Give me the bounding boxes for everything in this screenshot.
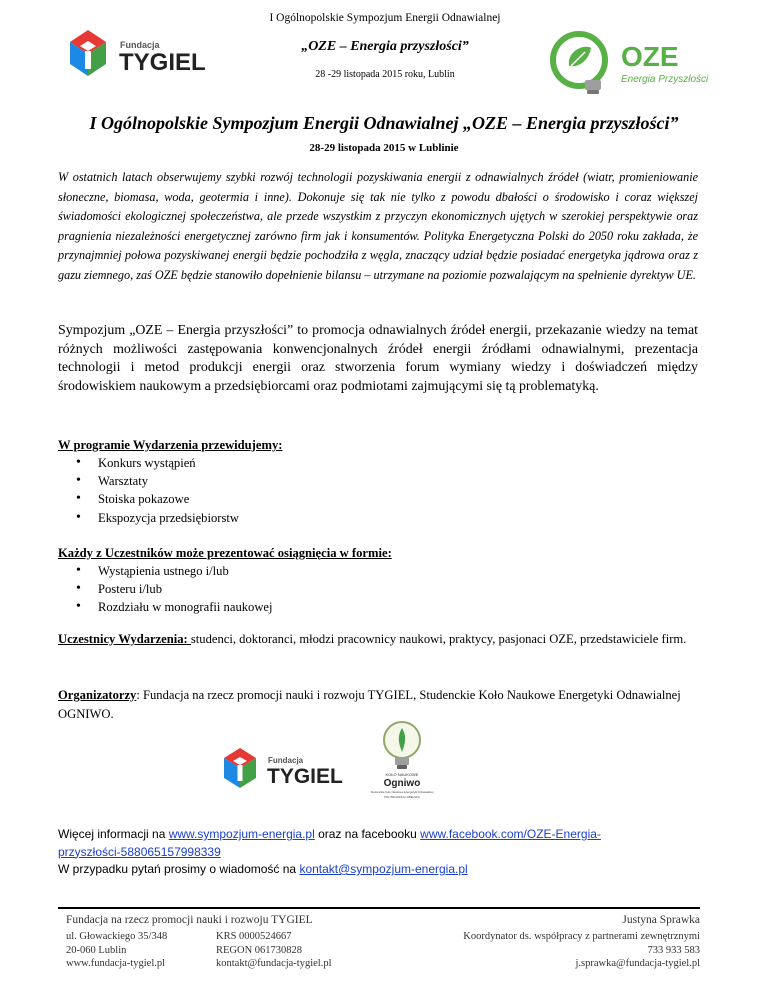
facebook-link-part2[interactable]: przyszłości-588065157998339: [58, 844, 221, 859]
tygiel-logo-big-text: TYGIEL: [119, 49, 206, 76]
oze-logo: [545, 30, 710, 98]
organizers-text: : Fundacja na rzecz promocji nauki i rozwoju TYGIEL, Studenckie Koło Naukowe Energetyki Odnawialnej OGNIWO.: [58, 688, 681, 721]
program-section: [58, 436, 698, 527]
tygiel-logo-small-text: Fundacja: [120, 40, 160, 50]
list-item: • Konkurs wystąpień: [58, 454, 698, 472]
list-item: • Rozdziału w monografii naukowej: [58, 598, 698, 616]
list-item: • Ekspozycja przedsiębiorstw: [58, 509, 698, 527]
facebook-text: oraz na facebooku: [314, 827, 421, 841]
footer-registry: [216, 930, 356, 971]
footer-email: kontakt@fundacja-tygiel.pl: [216, 958, 332, 969]
footer-address: [66, 930, 216, 971]
footer-left: [66, 912, 366, 971]
email-link[interactable]: kontakt@sympozjum-energia.pl: [299, 862, 468, 876]
forms-section: [58, 544, 698, 617]
footer-contact-role: Koordynator ds. współpracy z partnerami zewnętrznymi: [463, 931, 700, 942]
tygiel-logo-mark: [70, 30, 106, 76]
footer-contact-phone: 733 933 583: [647, 944, 700, 956]
facebook-link-continuation: [58, 844, 718, 862]
list-item: • Posteru i/lub: [58, 580, 698, 598]
footer-regon: REGON 061730828: [216, 944, 303, 956]
event-date: 28-29 listopada 2015 w Lublinie: [309, 142, 459, 154]
lightbulb-icon: [384, 722, 420, 769]
participants-section: [58, 630, 698, 649]
forms-list: [58, 562, 698, 617]
program-list: [58, 454, 698, 527]
tygiel-logo-small-text: Fundacja: [268, 756, 304, 765]
footer-org-name: Fundacja na rzecz promocji nauki i rozwoju TYGIEL: [66, 914, 313, 926]
footer-right: [380, 912, 700, 971]
description-paragraph: Sympozjum „OZE – Energia przyszłości” to promocja odnawialnych źródeł energii, przekazanie wiedzy na temat różnych możliwości zastępowania konwencjonalnych źródeł energii źródłami odnawialnymi, prezentacja technologii i metod produkcji energii oraz stworzenia forum wymiany wiedzy i doświadczeń między środowiskiem naukowym a przedsiębiorcami oraz podmiotami zajmującymi się tą problematyką.: [58, 323, 698, 394]
page-title: I Ogólnopolskie Sympozjum Energii Odnawialnej „OZE – Energia przyszłości”: [89, 113, 679, 133]
intro-paragraph: W ostatnich latach obserwujemy szybki rozwój technologii pozyskiwania energii z odnawialnych źródeł (wiatr, promieniowanie słoneczne, biomasa, woda, geotermia i inne). Dokonuje się tak nie tylko z powodu dbałości o środowisko i coraz większej świadomości ekologicznej społeczeństwa, ale przede wszystkim z przyczyn ekonomicznych ujętych w szerokiej perspektywie oraz pragnienia niezależności energetycznej zarówno firm jak i konsumentów. Polityka Energetyczna Polski do 2050 roku zakłada, że przynajmniej połowa pozyskiwanej energii będzie pochodziła z węgla, znaczący udział będzie posiadać energetyka jądrowa oraz z gazu ziemnego, zaś OZE będzie stanowiło dopełnienie bilansu – utrzymane na poziomie pozwalającym na spełnienie dyrektyw UE.: [58, 170, 698, 282]
header-event-subtitle: „OZE – Energia przyszłości”: [301, 39, 469, 54]
footer-city: 20-060 Lublin: [66, 944, 127, 956]
list-item: • Stoiska pokazowe: [58, 490, 698, 508]
program-title: W programie Wydarzenia przewidujemy:: [58, 438, 283, 452]
oze-logo-big-text: OZE: [621, 41, 679, 72]
tygiel-logo-small: [218, 742, 358, 800]
tygiel-logo-big-text: TYGIEL: [267, 765, 343, 788]
tygiel-logo: [62, 24, 222, 86]
ogniwo-logo-line3: Studenckie Koło Naukowe Energetyki Odnawialnej: [370, 790, 434, 794]
list-item: • Wystąpienia ustnego i/lub: [58, 562, 698, 580]
tygiel-logo-mark: [224, 748, 256, 788]
header-center: [230, 10, 540, 82]
contact-info: [58, 826, 718, 879]
ogniwo-logo-line1: KOŁO NAUKOWE: [385, 772, 419, 777]
footer-krs: KRS 0000524667: [216, 931, 292, 942]
page-header: [0, 0, 768, 110]
ogniwo-logo-line4: POLITECHNIKA LUBELSKA: [384, 795, 420, 799]
forms-title: Każdy z Uczestników może prezentować osiągnięcia w formie:: [58, 546, 392, 560]
footer-divider: [58, 907, 700, 909]
footer-contact-name: Justyna Sprawka: [622, 914, 700, 926]
more-info-text: Więcej informacji na: [58, 827, 169, 841]
footer-street: ul. Głowackiego 35/348: [66, 931, 168, 942]
lightbulb-leaf-icon: [553, 34, 605, 94]
footer-website: www.fundacja-tygiel.pl: [66, 958, 166, 969]
participants-text: studenci, doktoranci, młodzi pracownicy naukowi, praktycy, pasjonaci OZE, przedstawiciele firm.: [190, 632, 687, 646]
list-item: • Warsztaty: [58, 472, 698, 490]
header-event-name: I Ogólnopolskie Sympozjum Energii Odnawialnej: [269, 12, 501, 24]
more-info-line: [58, 826, 718, 844]
header-event-date: 28 -29 listopada 2015 roku, Lublin: [315, 69, 455, 80]
website-link[interactable]: www.sympozjum-energia.pl: [168, 827, 315, 841]
oze-logo-small-text: Energia Przyszłości: [621, 74, 709, 85]
ogniwo-logo: [370, 716, 434, 804]
questions-text: W przypadku pytań prosimy o wiadomość na: [58, 862, 300, 876]
participants-label: Uczestnicy Wydarzenia:: [58, 632, 191, 646]
footer-contact-email: j.sprawka@fundacja-tygiel.pl: [575, 958, 700, 969]
questions-line: [58, 861, 718, 879]
facebook-link[interactable]: www.facebook.com/OZE-Energia-: [420, 827, 601, 841]
organizers-label: Organizatorzy: [58, 688, 137, 702]
ogniwo-logo-line2: Ogniwo: [383, 778, 421, 789]
